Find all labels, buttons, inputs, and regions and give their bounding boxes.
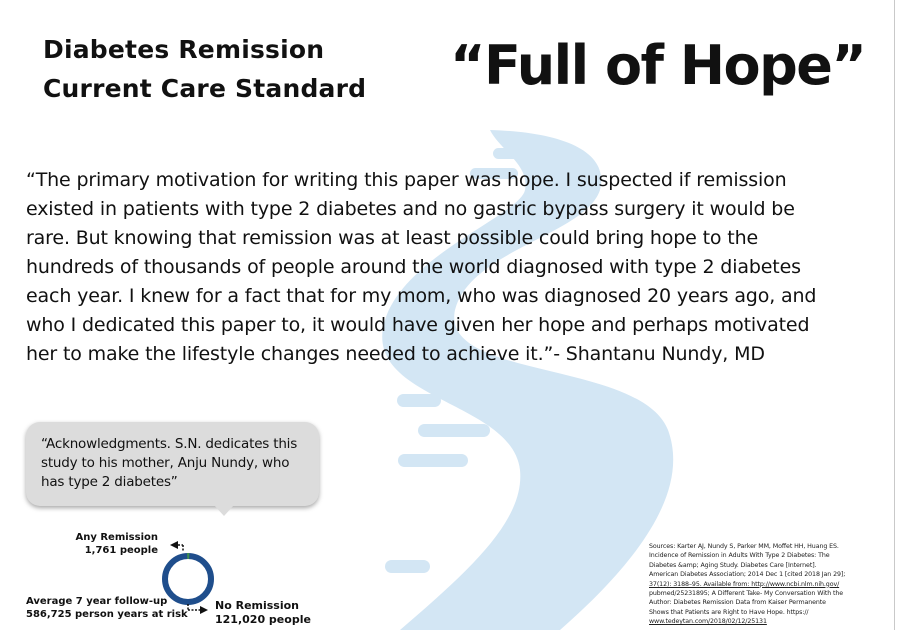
title-line-1: Diabetes Remission [43,35,325,64]
no-remission-label: No Remission [215,599,300,612]
any-remission-label: Any Remission [75,532,158,543]
quote-line: each year. I knew for a fact that for my mom, who was diagnosed 20 years ago, and [26,285,817,307]
acknowledgment-line: “Acknowledgments. S.N. dedicates this [41,436,298,452]
citation-line: American Diabetes Association; 2014 Dec 1 [cited 2018 Jan 29]; [649,571,846,579]
quote-line: her to make the lifestyle changes needed to achieve it.”- Shantanu Nundy, MD [26,343,765,365]
title-line-2: Current Care Standard [43,74,367,103]
arrow-right-icon [188,604,208,614]
quote-line: who I dedicated this paper to, it would have given her hope and perhaps motivated [26,314,810,336]
citation-line: Author: Diabetes Remission Data from Kaiser Permanente [649,599,826,607]
any-remission-count: 1,761 people [84,545,158,556]
acknowledgment-text [41,435,305,492]
follow-up-value: 586,725 person years at risk [26,609,188,620]
sources-citation [649,542,879,627]
no-remission-count: 121,020 people [215,613,311,626]
acknowledgment-line: study to his mother, Anju Nundy, who [41,455,290,471]
hero-heading: “Full of Hope” [450,34,866,97]
citation-link[interactable]: www.tedeytan.com/2018/02/12/25131 [649,618,767,626]
page-edge-divider [894,0,895,630]
quote-line: rare. But knowing that remission was at least possible could bring hope to the [26,227,759,249]
speech-bubble-tail [214,505,234,516]
main-quote [26,166,886,369]
page-title [43,30,403,108]
citation-line: Incidence of Remission in Adults With Type 2 Diabetes: The [649,552,830,560]
acknowledgment-speech-bubble [26,422,319,506]
follow-up-label: Average 7 year follow-up [26,596,168,607]
citation-line: pubmed/25231895; A Different Take- My Conversation With the [649,590,844,598]
citation-line: Shows that Patients are Right to Have Hope. https:// [649,608,809,616]
citation-link[interactable]: 37(12): 3188–95. Available from: http://www.ncbi.nlm.nih.gov/ [649,580,840,588]
acknowledgment-line: has type 2 diabetes” [41,474,178,490]
any-remission-stat [60,531,158,557]
quote-line: “The primary motivation for writing this paper was hope. I suspected if remission [26,169,787,191]
no-remission-ring [165,556,211,602]
citation-line: Diabetes &amp; Aging Study. Diabetes Care [Internet]. [649,561,817,569]
citation-line: Sources: Karter AJ, Nundy S, Parker MM, Moffet HH, Huang ES. [649,543,839,550]
quote-line: hundreds of thousands of people around the world diagnosed with type 2 diabetes [26,256,801,278]
quote-line: existed in patients with type 2 diabetes and no gastric bypass surgery it would be [26,198,795,220]
arrow-left-icon [170,541,183,551]
remission-donut-chart [150,538,230,618]
